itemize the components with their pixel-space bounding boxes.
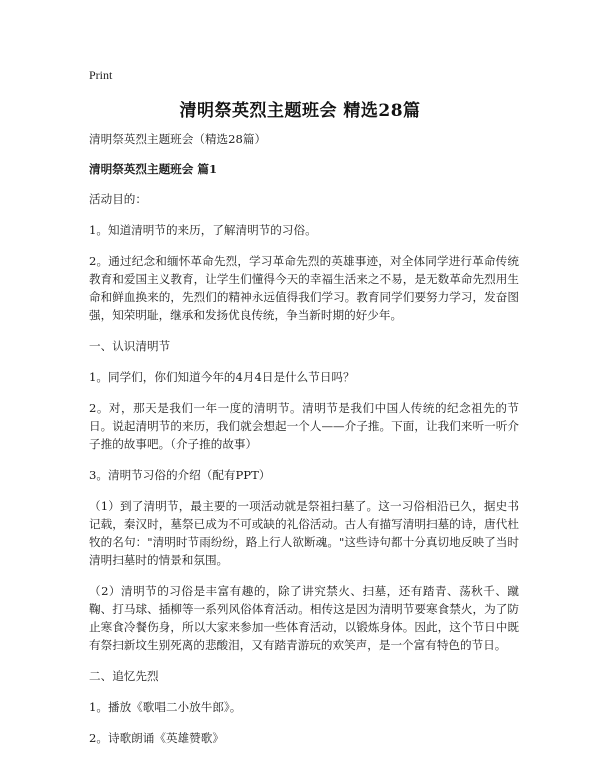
list-item: 1。播放《歌唱二小放牛郎》。: [89, 700, 242, 714]
page-title: 清明祭英烈主题班会 精选28篇: [179, 101, 421, 121]
purpose-item-1: 1。知道清明节的来历，了解清明节的习俗。: [89, 223, 317, 237]
custom-paragraph-2: （2）清明节的习俗是丰富有趣的，除了讲究禁火、扫墓，还有踏青、荡秋千、蹴鞠、打马球、插柳等一系列风俗体育活动。相传这是因为清明节要寒食禁火，为了防止寒食冷餐伤身，所以大家来参加一些体育活动，以锻炼身体。因此，这个节日中既有祭扫新坟生别死离的悲酸泪，又有踏青游玩的欢笑声，是一个富有特色的节日。: [89, 584, 519, 652]
list-item: 2。诗歌朗诵《英雄赞歌》: [89, 731, 224, 745]
purpose-item-2: 2。通过纪念和缅怀革命先烈，学习革命先烈的英雄事迹，对全体同学进行革命传统教育和爱国主义教育，让学生们懂得今天的幸福生活来之不易，是无数革命先烈用生命和鲜血换来的，先烈们的精神永远值得我们学习。教育同学们要努力学习，发奋图强，知荣明耻，继承和发扬优良传统，争当新时期的好少年。: [89, 254, 519, 322]
activity-purpose-label: 活动目的：: [89, 192, 147, 206]
part-1-heading: 一、认识清明节: [89, 339, 171, 353]
print-link[interactable]: Print: [89, 68, 113, 82]
paragraph-2: 2。对，那天是我们一年一度的清明节。清明节是我们中国人传统的纪念祖先的节日。说起清明节的来历，我们就会想起一个人——介子推。下面，让我们来听一听介子推的故事吧。（介子推的故事）: [89, 401, 519, 451]
paragraph-3: 3。清明节习俗的介绍（配有PPT）: [89, 468, 271, 482]
article-body: [89, 130, 519, 747]
section-heading: 清明祭英烈主题班会 篇1: [89, 162, 218, 176]
paragraph-question-1: 1。同学们，你们知道今年的4月4日是什么节日吗？: [89, 370, 355, 384]
article-subtitle: 清明祭英烈主题班会（精选28篇）: [89, 132, 267, 146]
custom-paragraph-1: （1）到了清明节，最主要的一项活动就是祭祖扫墓了。这一习俗相沿已久，据史书记载，秦汉时，墓祭已成为不可或缺的礼俗活动。古人有描写清明扫墓的诗，唐代杜牧的名句："清明时节雨纷纷，路上行人欲断魂。"这些诗句都十分真切地反映了当时清明扫墓时的情景和氛围。: [89, 499, 519, 567]
part-2-heading: 二、追忆先烈: [89, 669, 159, 683]
